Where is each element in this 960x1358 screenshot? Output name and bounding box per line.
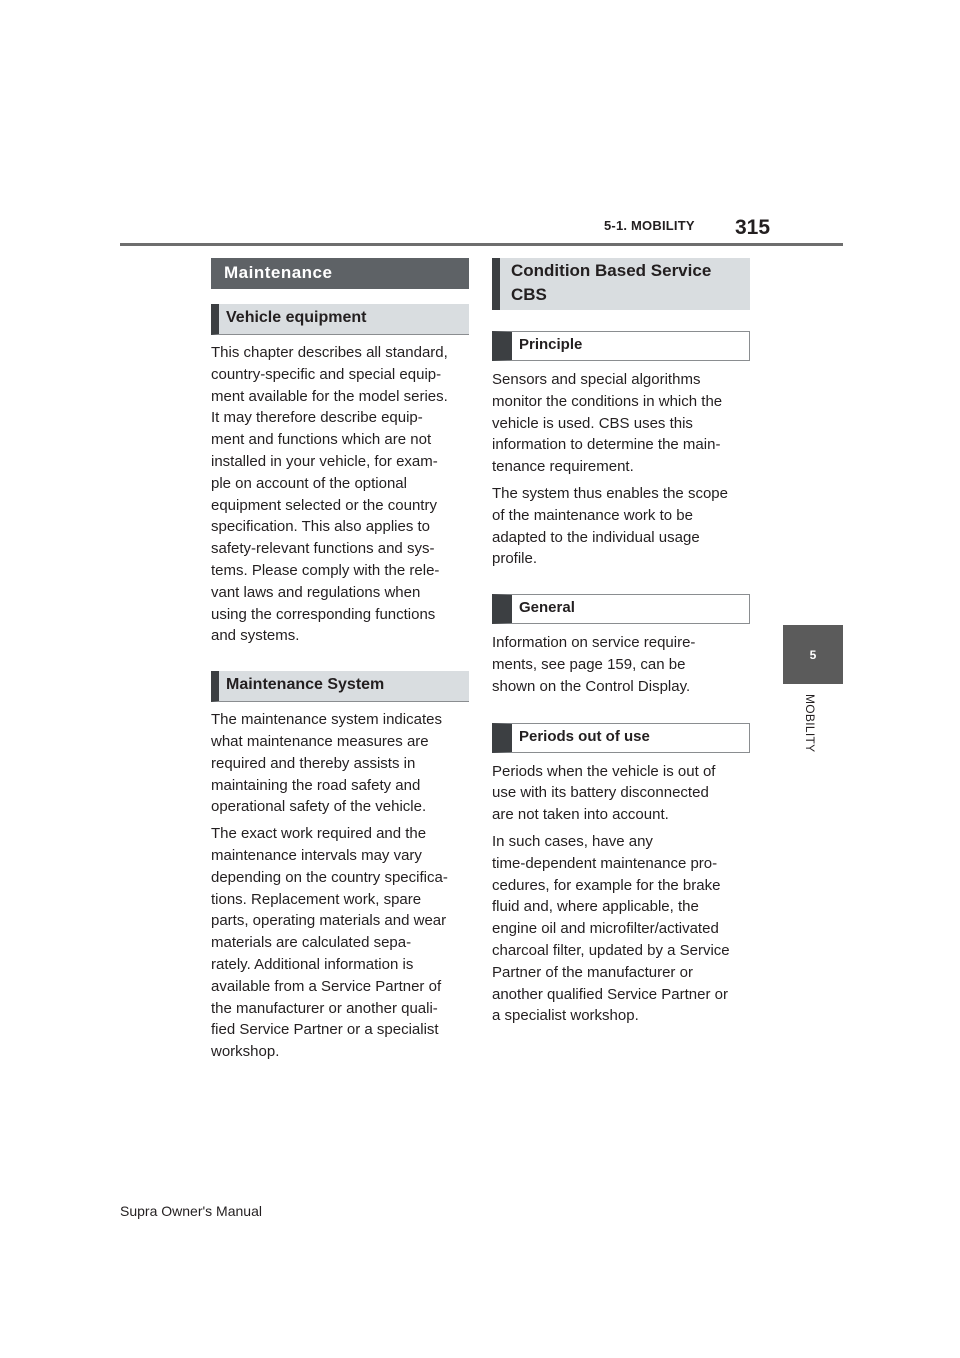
text-line: ment and functions which are not	[211, 431, 432, 449]
text-line: the manufacturer or another quali-	[211, 999, 438, 1017]
text-line: The exact work required and the	[211, 825, 427, 843]
text-line: information to determine the main-	[492, 436, 721, 454]
text-line: shown on the Control Display.	[492, 677, 691, 695]
text-line: Sensors and special algorithms	[492, 371, 701, 388]
text-line: are not taken into account.	[492, 806, 669, 824]
text-line: ments, see page 159, can be	[492, 655, 686, 673]
heading-condition-based-service	[492, 258, 750, 310]
header-rule	[120, 243, 843, 246]
text-line: materials are calculated sepa-	[211, 934, 412, 952]
heading-maintenance: Maintenance	[211, 258, 469, 289]
text-line: This chapter describes all standard,	[211, 344, 448, 361]
right-column	[492, 258, 750, 1027]
section-title: 5-1. MOBILITY	[604, 218, 695, 233]
text-line: maintenance intervals may vary	[211, 846, 422, 864]
text-line: maintaining the road safety and	[211, 776, 421, 794]
heading-maintenance-system: Maintenance System	[211, 671, 469, 702]
text-line: adapted to the individual usage	[492, 528, 700, 546]
text-line: depending on the country specifica-	[211, 868, 448, 886]
text-line: In such cases, have any	[492, 832, 653, 850]
text-line: tenance requirement.	[492, 458, 634, 476]
text-line: rately. Additional information is	[211, 955, 414, 973]
text-line: what maintenance measures are	[211, 732, 429, 750]
text-line: safety-relevant functions and sys-	[211, 540, 435, 558]
maintenance-system-para-2	[211, 823, 469, 1063]
text-line: vant laws and regulations when	[211, 583, 421, 601]
text-line: monitor the conditions in which the	[492, 392, 723, 410]
text-line: engine oil and microfilter/activated	[492, 920, 719, 938]
text-line: use with its battery disconnected	[492, 784, 709, 802]
general-text	[492, 632, 750, 697]
maintenance-system-para-1	[211, 709, 469, 818]
text-line: Condition Based Service	[511, 261, 712, 280]
text-line: workshop.	[211, 1043, 280, 1061]
text-line: country-specific and special equip-	[211, 365, 442, 383]
text-line: vehicle is used. CBS uses this	[492, 414, 693, 432]
text-line: and systems.	[211, 627, 300, 645]
principle-para-1	[492, 369, 750, 478]
text-line: ple on account of the optional	[211, 474, 407, 492]
text-line: cedures, for example for the brake	[492, 876, 721, 894]
heading-vehicle-equipment: Vehicle equipment	[211, 304, 469, 335]
periods-para-1	[492, 761, 750, 826]
text-line: tions. Replacement work, spare	[211, 890, 422, 908]
text-line: required and thereby assists in	[211, 754, 416, 772]
text-line: specification. This also applies to	[211, 518, 431, 536]
page-number: 315	[735, 216, 771, 239]
text-line: fied Service Partner or a specialist	[211, 1021, 439, 1039]
left-column	[211, 258, 469, 1063]
text-line: It may therefore describe equip-	[211, 409, 423, 427]
heading-general: General	[492, 594, 750, 624]
text-line: using the corresponding functions	[211, 605, 436, 623]
text-line: The system thus enables the scope	[492, 484, 728, 502]
text-line: available from a Service Partner of	[211, 977, 442, 995]
text-line: Information on service require-	[492, 634, 696, 652]
vehicle-equipment-text	[211, 342, 469, 647]
text-line: tems. Please comply with the rele-	[211, 561, 440, 579]
text-line: installed in your vehicle, for exam-	[211, 452, 438, 470]
text-line: Partner of the manufacturer or	[492, 963, 693, 981]
text-line: Periods when the vehicle is out of	[492, 762, 716, 780]
text-line: fluid and, where applicable, the	[492, 898, 699, 916]
text-line: ment available for the model series.	[211, 387, 448, 405]
text-line: parts, operating materials and wear	[211, 912, 447, 930]
chapter-tab: 5	[783, 625, 843, 684]
text-line: equipment selected or the country	[211, 496, 437, 514]
chapter-tab-label: MOBILITY	[803, 694, 817, 753]
text-line: charcoal filter, updated by a Service	[492, 941, 730, 959]
text-line: The maintenance system indicates	[211, 711, 442, 729]
text-line: a specialist workshop.	[492, 1007, 639, 1025]
text-line: profile.	[492, 550, 538, 568]
heading-periods-out-of-use: Periods out of use	[492, 723, 750, 753]
text-line: CBS	[511, 285, 547, 304]
footer-manual-title: Supra Owner's Manual	[120, 1203, 262, 1219]
text-line: of the maintenance work to be	[492, 506, 693, 524]
text-line: another qualified Service Partner or	[492, 985, 728, 1003]
heading-principle: Principle	[492, 331, 750, 361]
principle-para-2	[492, 483, 750, 570]
text-line: time-dependent maintenance pro-	[492, 854, 718, 872]
text-line: operational safety of the vehicle.	[211, 798, 427, 816]
periods-para-2	[492, 831, 750, 1027]
